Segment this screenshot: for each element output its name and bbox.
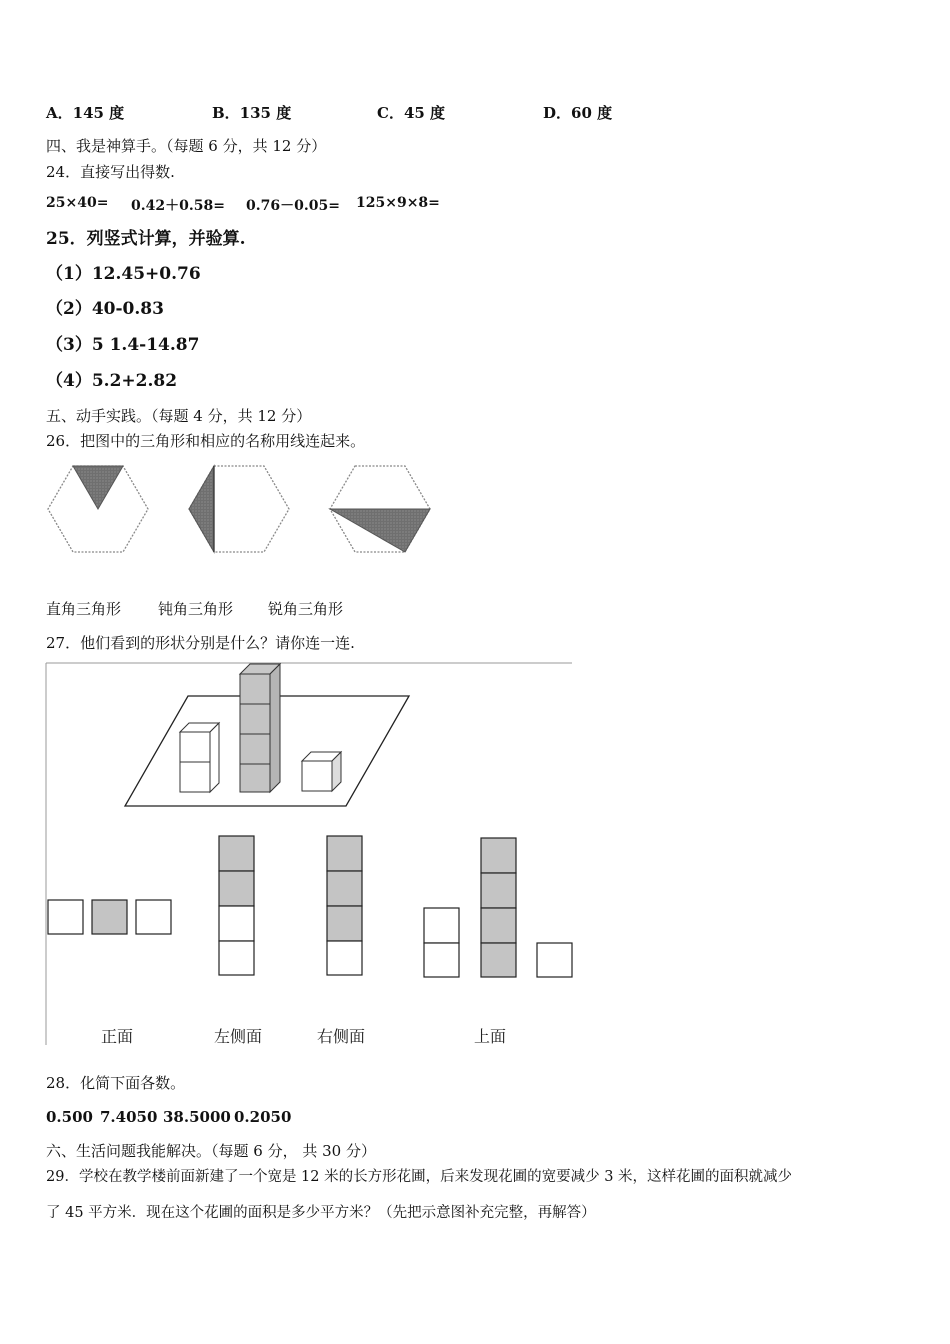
q24-item-4: 125×9×8= [356,195,440,211]
q25-item-4: （4）5.2+2.82 [46,371,178,391]
q26-title: 26．把图中的三角形和相应的名称用线连起来。 [46,432,366,450]
label-left-side: 左侧面 [214,1027,263,1046]
name-acute-triangle: 锐角三角形 [268,600,344,618]
name-right-triangle: 直角三角形 [46,600,122,618]
cube-stack-left [180,723,219,792]
q29-line-2: 了 45 平方米．现在这个花圃的面积是多少平方米？（先把示意图补充完整，再解答） [46,1205,596,1221]
name-obtuse-triangle: 钝角三角形 [158,600,234,618]
option-b: B．135 度 [212,104,292,122]
label-front: 正面 [101,1027,134,1046]
q24-item-3: 0.76－0.05= [246,198,340,214]
q25-item-1: （1）12.45+0.76 [46,264,201,284]
q29-line-1: 29．学校在教学楼前面新建了一个宽是 12 米的长方形花圃，后来发现花圃的宽要减少 3 米，这样花圃的面积就减少 [46,1169,793,1185]
cube-single-right [302,752,341,791]
q28-number-3: 38.5000 [163,1108,231,1126]
section-4-title: 四、我是神算手。（每题 6 分，共 12 分） [46,137,327,155]
section-6-title: 六、生活问题我能解决。（每题 6 分， 共 30 分） [46,1142,376,1160]
cube-stack-middle [240,664,280,792]
label-right-side: 右侧面 [317,1027,366,1046]
q25-item-2: （2）40-0.83 [46,299,164,319]
q25-title: 25．列竖式计算，并验算. [46,229,246,249]
label-top: 上面 [474,1027,507,1046]
q27-title: 27．他们看到的形状分别是什么？请你连一连. [46,634,355,652]
q24-item-2: 0.42＋0.58= [131,198,225,214]
view-top [424,838,572,977]
q24-item-1: 25×40= [46,195,109,211]
q24-title: 24．直接写出得数. [46,163,175,181]
q25-item-3: （3）5 1.4-14.87 [46,335,200,355]
section-5-title: 五、动手实践。（每题 4 分，共 12 分） [46,407,312,425]
view-right-side [327,836,362,975]
q28-title: 28．化简下面各数。 [46,1074,186,1092]
q28-number-2: 7.4050 [100,1108,158,1126]
option-a: A．145 度 [46,104,125,122]
view-front [48,900,171,934]
view-left-side [219,836,254,975]
option-d: D．60 度 [543,104,613,122]
option-c: C．45 度 [377,104,446,122]
q28-number-4: 0.2050 [234,1108,292,1126]
q28-number-1: 0.500 [46,1108,93,1126]
